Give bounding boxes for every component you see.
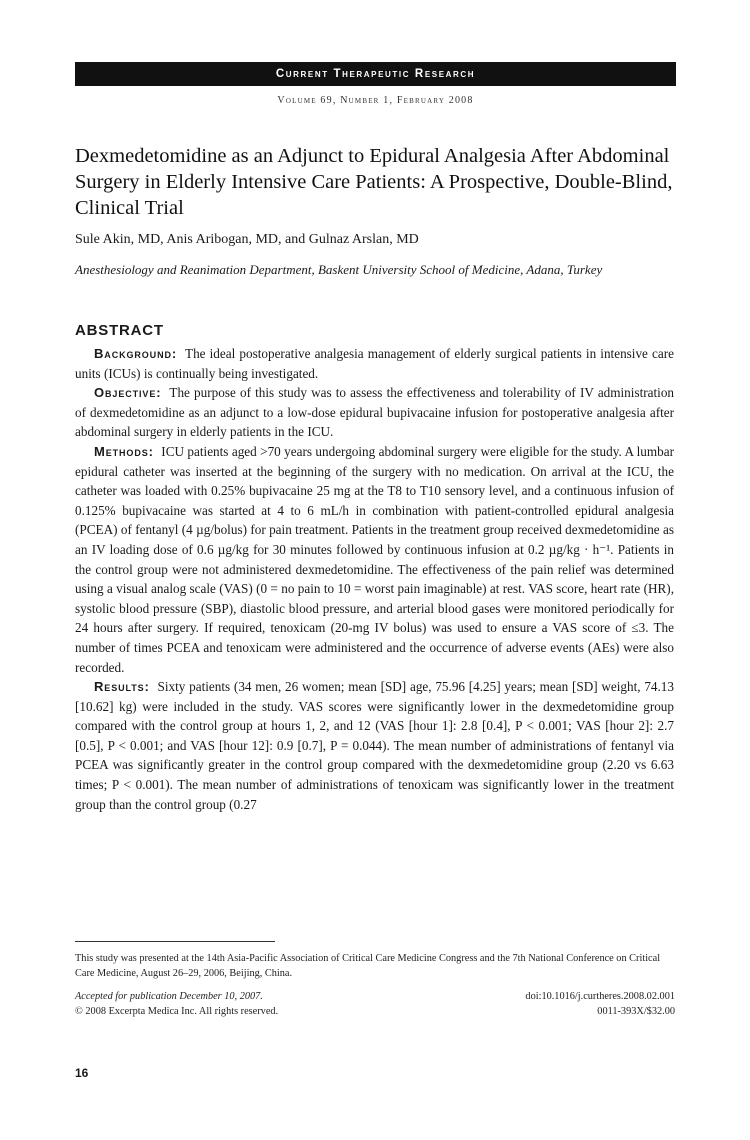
copyright-text: © 2008 Excerpta Medica Inc. All rights reserved.	[75, 1006, 279, 1017]
abstract-body	[75, 344, 674, 814]
methods-paragraph	[75, 442, 674, 677]
objective-text: The purpose of this study was to assess the effectiveness and tolerability of IV administration of dexmedetomidine as an adjunct to a low-dose epidural bupivacaine infusion for postoperative analgesia after abdominal surgery in elderly patients in the ICU.	[75, 385, 675, 440]
page-number: 16	[75, 1066, 89, 1080]
footnote-divider	[75, 941, 275, 942]
results-label: Results:	[94, 679, 150, 695]
abstract-heading: ABSTRACT	[75, 322, 164, 339]
methods-label: Methods:	[94, 443, 154, 459]
objective-paragraph	[75, 383, 674, 442]
background-paragraph	[75, 344, 674, 383]
issn-text: 0011-393X/$32.00	[597, 1006, 675, 1017]
author-list: Sule Akin, MD, Anis Aribogan, MD, and Gulnaz Arslan, MD	[75, 232, 419, 247]
volume-line: Volume 69, Number 1, February 2008	[277, 95, 474, 106]
background-label: Background:	[94, 346, 178, 361]
background-text: The ideal postoperative analgesia management of elderly surgical patients in intensive care units (ICUs) is continually being investigated.	[75, 346, 674, 381]
results-paragraph	[75, 677, 674, 814]
results-text: Sixty patients (34 men, 26 women; mean [SD] age, 75.96 [4.25] years; mean [SD] weight, 74.13 [10.62] kg) were included in the study. VAS scores were significantly lower in the dexmedetomidine group compared with the control group at hours 1, 2, and 12 (VAS [hour 1]: 2.8 [0.4], P < 0.001; VAS [hour 2]: 2.7 [0.5], P < 0.001; and VAS [hour 12]: 0.9 [0.7], P = 0.044). The mean number of administrations of fentanyl via PCEA was significantly greater in the control group compared with the dexmedetomidine group (2.20 vs 6.63 times; P < 0.001). The mean number of administrations of tenoxicam was significantly lower in the treatment group than the control group (0.27	[75, 679, 674, 812]
article-title: Dexmedetomidine as an Adjunct to Epidural Analgesia After Abdominal Surgery in Elderly Intensive Care Patients: A Prospective, Double-Blind, Clinical Trial	[75, 145, 673, 219]
methods-text: ICU patients aged >70 years undergoing abdominal surgery were eligible for the study. A lumbar epidural catheter was inserted at the beginning of the surgery with no medication. On arrival at the ICU, the catheter was loaded with 0.25% bupivacaine 25 mg at the T8 to T10 sensory level, and a continuous infusion of 0.125% bupivacaine was started at 4 to 6 mL/h in combination with patient-controlled epidural analgesia (PCEA) of fentanyl (4 µg/bolus) for pain treatment. Patients in the treatment group received dexmedetomidine as an IV loading dose of 0.6 µg/kg for 30 minutes followed by continuous infusion at 0.2 µg/kg · h⁻¹. Patients in the control group were not administered dexmedetomidine. The effectiveness of the pain relief was determined using a visual analog scale (VAS) (0 = no pain to 10 = worst pain imaginable) at rest. VAS score, heart rate (HR), systolic blood pressure (SBP), diastolic blood pressure, and arterial blood gases were monitored periodically for 24 hours after surgery. If required, tenoxicam (20-mg IV bolus) was used to ensure a VAS score of ≤3. The number of times PCEA and tenoxicam were administered and the occurrence of adverse events (AEs) were also recorded.	[75, 443, 675, 675]
journal-banner: Current Therapeutic Research	[75, 62, 676, 86]
accepted-date: Accepted for publication December 10, 2007.	[75, 991, 263, 1002]
objective-label: Objective:	[94, 385, 162, 401]
presentation-footnote: This study was presented at the 14th Asia-Pacific Association of Critical Care Medicine Congress and the 7th National Conference on Critical Care Medicine, August 26–29, 2006, Beijing, China.	[75, 953, 661, 979]
affiliation: Anesthesiology and Reanimation Department, Baskent University School of Medicine, Adana, Turkey	[75, 262, 603, 277]
doi-text[interactable]: doi:10.1016/j.curtheres.2008.02.001	[525, 991, 675, 1002]
